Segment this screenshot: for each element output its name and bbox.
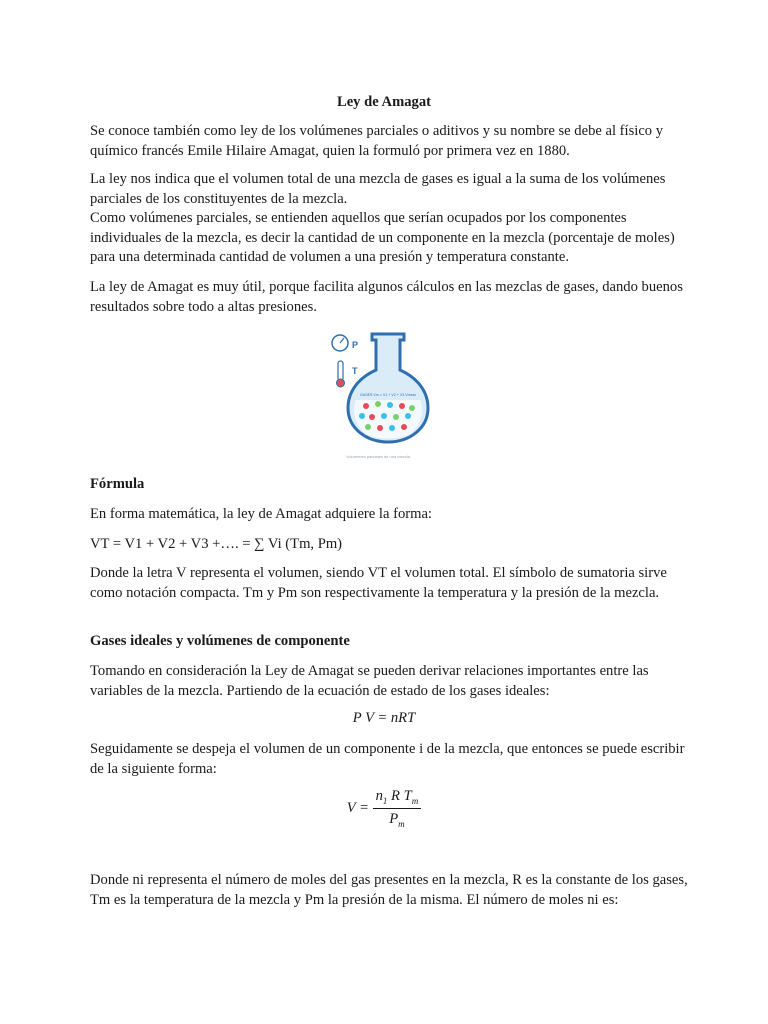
- intro-paragraph-1: [90, 122, 690, 161]
- document-title: Ley de Amagat: [336, 94, 432, 110]
- pressure-label: P: [352, 340, 359, 350]
- equation-lhs: V =: [346, 799, 369, 816]
- thermometer-icon: [338, 361, 343, 381]
- ideal-gases-paragraph-3: Donde ni representa el número de moles del gas presentes en la mezcla, R es la constante de los gases, Tm es la temperatura de la mezcla y Pm la presión de la misma. El número de moles ni es:: [90, 872, 688, 908]
- paragraph-text: Como volúmenes parciales, se entienden aquellos que serían ocupados por los componentes individuales de la mezcla, es decir la cantidad de un componente en la mezcla (porcentaje de moles) para una determinada cantidad de volumen a una presión y temperatura constante.: [90, 210, 675, 265]
- figure-caption: Volúmenes parciales de una mezcla: [345, 454, 411, 459]
- formula-heading: Fórmula: [90, 476, 145, 492]
- component-volume-equation: [0, 788, 768, 829]
- ideal-gases-paragraph-2: Seguidamente se despeja el volumen de un componente i de la mezcla, que entonces se puede escribir de la siguiente forma:: [90, 741, 685, 777]
- formula-line: VT = V1 + V2 + V3 +…. = ∑ Vi (Tm, Pm): [90, 536, 343, 552]
- paragraph-text: La ley de Amagat es muy útil, porque facilita algunos cálculos en las mezclas de gases, dando buenos resultados sobre todo a altas presiones.: [90, 279, 683, 315]
- flask-text: GASES Vm = V1 + V2 + V3 Vmezc: [360, 393, 417, 397]
- ideal-gases-paragraph-1: Tomando en consideración la Ley de Amagat se pueden derivar relaciones importantes entre las variables de la mezcla. Partiendo de la ecuación de estado de los gases ideales:: [90, 663, 649, 699]
- gas-flask-illustration: [326, 330, 430, 462]
- ideal-gas-equation: P V = nRT: [352, 710, 416, 726]
- temperature-label: T: [352, 366, 358, 376]
- paragraph-text: Se conoce también como ley de los volúmenes parciales o aditivos y su nombre se debe al físico y químico francés Emile Hilaire Amagat, quien la formuló por primera vez en 1880.: [90, 123, 664, 159]
- paragraph-text: La ley nos indica que el volumen total de una mezcla de gases es igual a la suma de los volúmenes parciales de los constituyentes de la mezcla.: [90, 171, 666, 207]
- equation-denominator: $P_m$: [389, 810, 405, 829]
- formula-explanation: Donde la letra V representa el volumen, siendo VT el volumen total. El símbolo de sumatoria sirve como notación compacta. Tm y Pm son respectivamente la temperatura y la presión de la mezcla.: [90, 565, 667, 601]
- ideal-gases-heading: Gases ideales y volúmenes de componente: [90, 633, 350, 649]
- formula-intro: En forma matemática, la ley de Amagat adquiere la forma:: [90, 506, 432, 522]
- equation-fraction: [373, 788, 422, 829]
- equation-numerator: $n_1$ R $T_m$: [373, 788, 422, 809]
- intro-paragraph-2: [90, 170, 690, 268]
- intro-paragraph-3: [90, 278, 690, 317]
